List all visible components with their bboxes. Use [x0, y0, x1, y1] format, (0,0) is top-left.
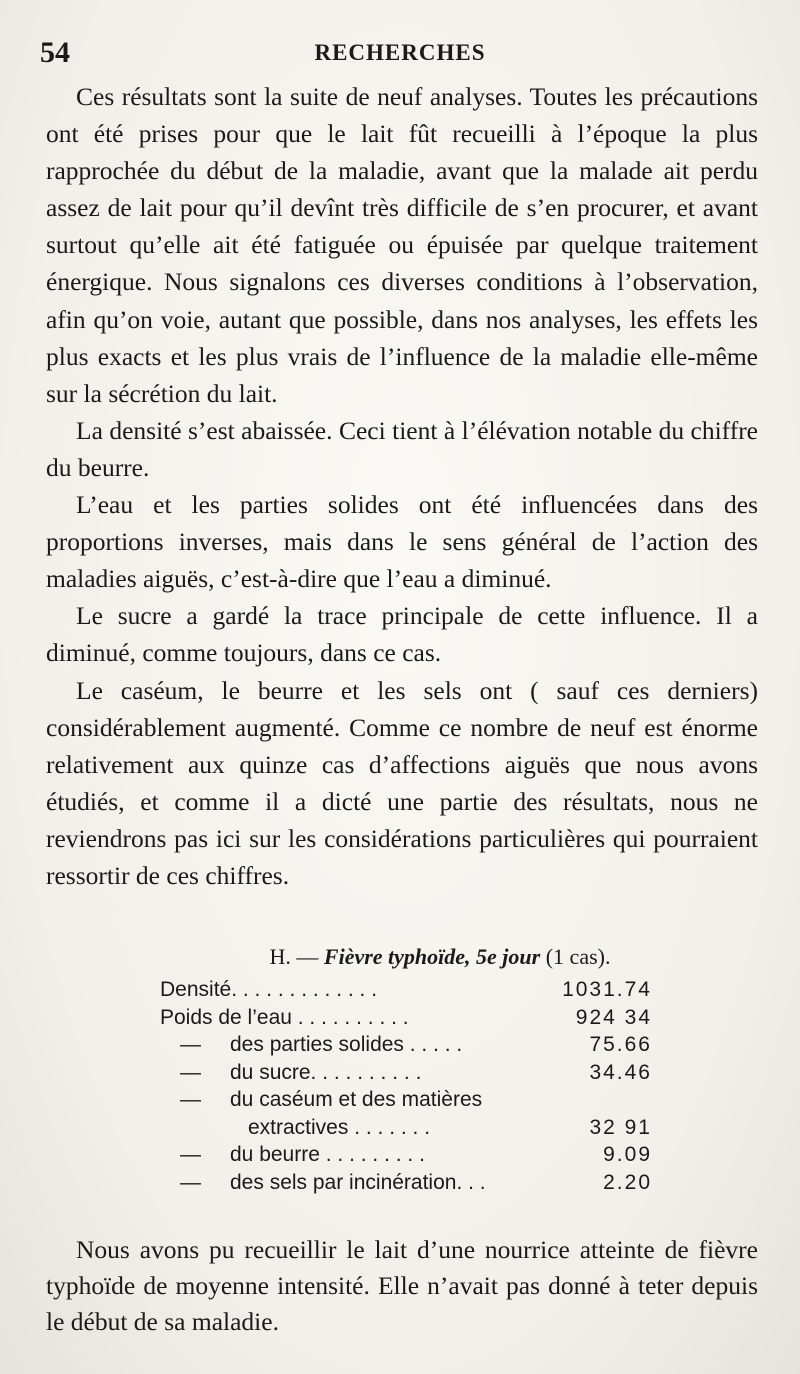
paragraph: La densité s’est abaissée. Ceci tient à l’élévation notable du chiffre du beurre.: [46, 415, 758, 482]
table-row: [160, 1086, 680, 1114]
table-row: [160, 1059, 680, 1087]
row-label: Poids de l’eau . . . . . . . . . .: [160, 1005, 409, 1029]
row-label: des sels par incinération. . .: [230, 1170, 486, 1194]
table-row: [160, 1031, 680, 1059]
row-dash: —: [180, 1088, 201, 1111]
table-row: [160, 976, 680, 1004]
row-dash: —: [180, 1033, 201, 1056]
table-row: [160, 1169, 680, 1197]
body-text: [46, 78, 758, 894]
row-value: 2.20: [603, 1170, 652, 1194]
row-label: des parties solides . . . . .: [230, 1033, 463, 1056]
paragraph: Le sucre a gardé la trace principale de cette influence. Il a diminué, comme toujours, dans ce cas.: [46, 601, 758, 668]
table-row: [160, 1141, 680, 1169]
row-value: 9.09: [603, 1143, 652, 1166]
row-label: Densité. . . . . . . . . . . . .: [160, 978, 378, 1001]
closing-text: [46, 1232, 758, 1340]
table-title-disease: Fièvre typhoïde,: [323, 944, 471, 969]
row-value: 924 34: [575, 1005, 652, 1029]
row-value: 32 91: [589, 1115, 652, 1139]
row-label: du beurre . . . . . . . . .: [230, 1143, 425, 1166]
page-number: 54: [40, 36, 70, 69]
row-label: du sucre. . . . . . . . . .: [230, 1060, 422, 1084]
row-value: 34.46: [589, 1060, 652, 1084]
row-label: du caséum et des matières: [230, 1088, 483, 1111]
table-row: [160, 1004, 680, 1032]
table-title-day: 5e jour: [476, 944, 541, 969]
paragraph: Le caséum, le beurre et les sels ont ( sauf ces derniers) considérablement augmenté. Comme ce nombre de neuf est énorme relativement aux quinze cas d’affections aiguës que nous avons étudiés, et comme il a dicté une partie des résultats, nous ne reviendrons pas ici sur les considérations particulières qui pourraient ressortir de ces chiffres.: [46, 675, 758, 890]
running-title: RECHERCHES: [314, 40, 486, 65]
page-header: [40, 36, 760, 76]
paragraph: Ces résultats sont la suite de neuf analyses. Toutes les précautions ont été prises pour que le lait fût recueilli à l’époque la plus rapprochée du début de la maladie, avant que la malade ait perdu assez de lait pour qu’il devînt très difficile de s’en procurer, et avant surtout qu’elle ait été fatiguée ou épuisée par quelque traitement énergique. Nous signalons ces diverses conditions à l’observation, afin qu’on voie, autant que possible, dans nos analyses, les effets les plus exacts et les plus vrais de l’influence de la maladie elle-même sur la sécrétion du lait.: [46, 82, 758, 408]
paragraph: L’eau et les parties solides ont été influencées dans des proportions inverses, mais dans le sens général de l’action des maladies aiguës, c’est-à-dire que l’eau a diminué.: [46, 490, 758, 594]
table-title-prefix: H. —: [269, 944, 319, 969]
row-label: extractives . . . . . . .: [248, 1115, 431, 1139]
paragraph: Nous avons pu recueillir le lait d’une nourrice atteinte de fièvre typhoïde de moyenne intensité. Elle n’avait pas donné à teter depuis le début de sa maladie.: [46, 1235, 758, 1336]
row-dash: —: [180, 1143, 201, 1166]
table-title: [160, 944, 680, 970]
row-dash: —: [180, 1060, 201, 1084]
table-row: [160, 1114, 680, 1142]
row-value: 75.66: [589, 1033, 652, 1056]
table-title-cases: (1 cas).: [545, 944, 611, 969]
analysis-table: [160, 944, 680, 1196]
row-dash: —: [180, 1170, 201, 1194]
row-value: 1031.74: [562, 978, 652, 1001]
